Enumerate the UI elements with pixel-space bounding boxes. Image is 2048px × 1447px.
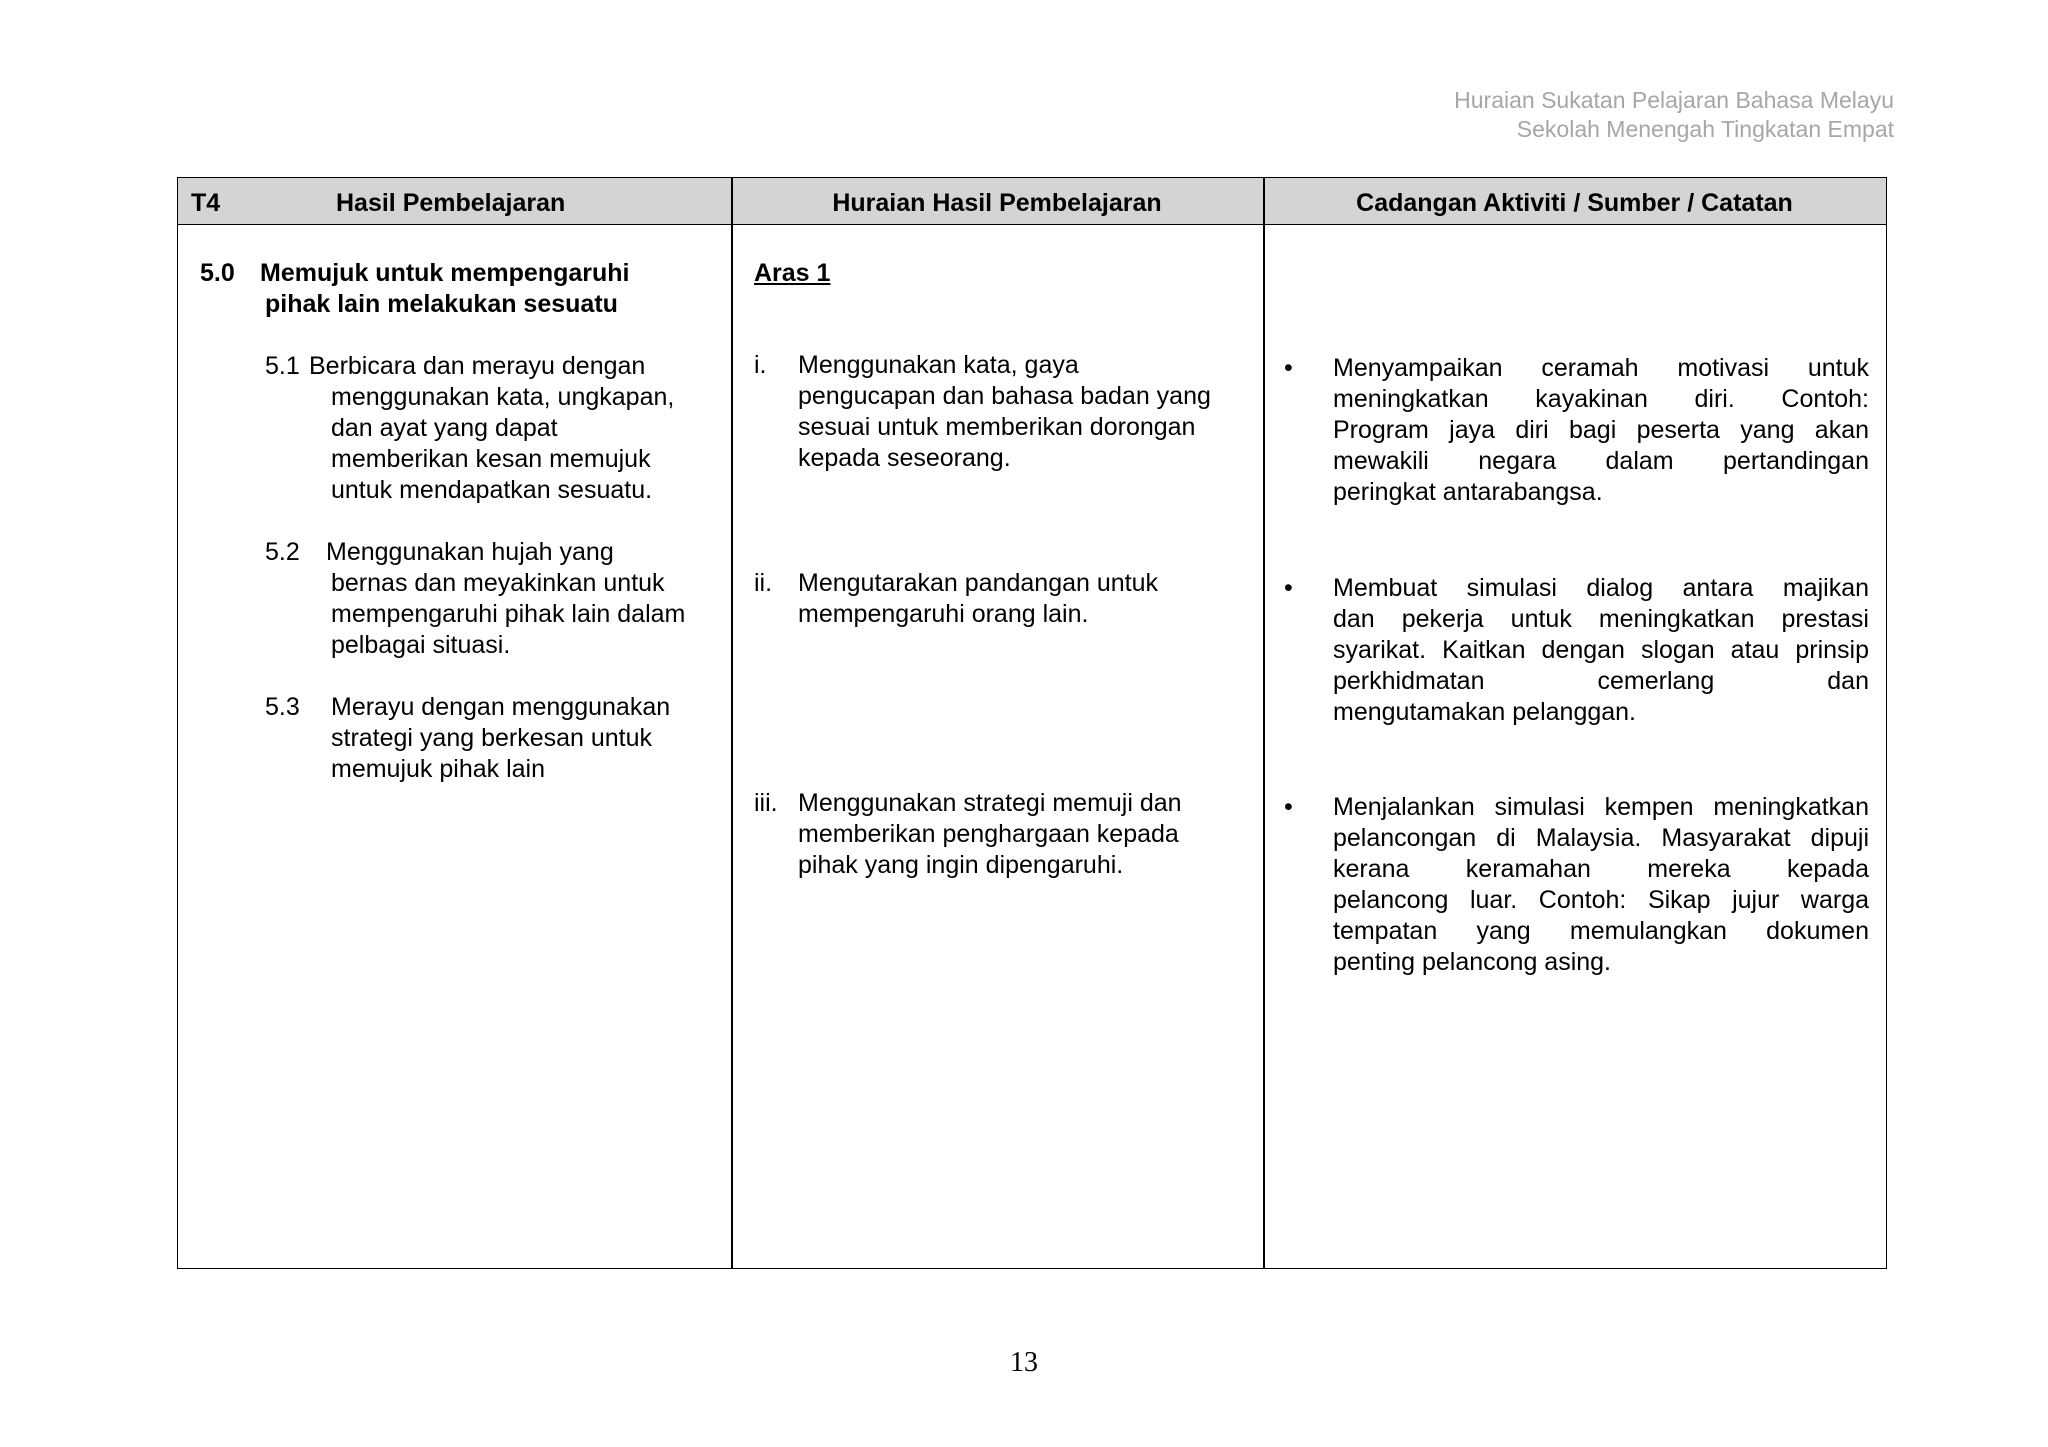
- outcome-line: untuk mendapatkan sesuatu.: [331, 476, 653, 504]
- activity-line: Menyampaikan ceramah motivasi untuk: [1333, 354, 1869, 382]
- column-header-hasil: Hasil Pembelajaran: [336, 189, 566, 217]
- outcome-line: menggunakan kata, ungkapan,: [331, 383, 675, 411]
- activity-line: perkhidmatan cemerlang dan: [1333, 667, 1869, 695]
- outcome-number: 5.2: [265, 538, 300, 566]
- activity-line: tempatan yang memulangkan dokumen: [1333, 917, 1869, 945]
- column-header-level: T4: [191, 189, 221, 217]
- activity-line: Program jaya diri bagi peserta yang akan: [1333, 416, 1869, 444]
- topic-title-line: Memujuk untuk mempengaruhi: [260, 259, 630, 287]
- activity-line: pelancongan di Malaysia. Masyarakat dipuji: [1333, 824, 1869, 852]
- table-header-row: [178, 178, 1886, 225]
- bullet-icon: •: [1284, 354, 1293, 382]
- description-line: memberikan penghargaan kepada: [798, 820, 1179, 848]
- activity-line: Menjalankan simulasi kempen meningkatkan: [1333, 793, 1869, 821]
- outcome-line: pelbagai situasi.: [331, 631, 511, 659]
- outcome-line: strategi yang berkesan untuk: [331, 724, 653, 752]
- activity-line: meningkatkan kayakinan diri. Contoh:: [1333, 385, 1869, 413]
- column-header-cadangan: Cadangan Aktiviti / Sumber / Catatan: [1356, 189, 1793, 217]
- topic-title-line: pihak lain melakukan sesuatu: [265, 290, 618, 318]
- syllabus-table: [177, 177, 1887, 1269]
- description-marker: i.: [754, 351, 767, 379]
- column-divider: [1263, 178, 1265, 1268]
- activity-line: pelancong luar. Contoh: Sikap jujur warga: [1333, 886, 1869, 914]
- bullet-icon: •: [1284, 574, 1293, 602]
- activity-line: mengutamakan pelanggan.: [1333, 698, 1637, 726]
- outcome-number: 5.1: [265, 352, 300, 380]
- outcome-line: bernas dan meyakinkan untuk: [331, 569, 665, 597]
- activity-line: peringkat antarabangsa.: [1333, 478, 1603, 506]
- column-header-huraian: Huraian Hasil Pembelajaran: [832, 189, 1162, 217]
- outcome-line: mempengaruhi pihak lain dalam: [331, 600, 686, 628]
- description-line: Menggunakan kata, gaya: [798, 351, 1079, 379]
- description-marker: iii.: [754, 789, 778, 817]
- outcome-line: memberikan kesan memujuk: [331, 445, 651, 473]
- outcome-line: Menggunakan hujah yang: [326, 538, 614, 566]
- activity-line: kerana keramahan mereka kepada: [1333, 855, 1869, 883]
- activity-line: Membuat simulasi dialog antara majikan: [1333, 574, 1869, 602]
- document-header: [1454, 86, 1894, 144]
- activity-line: dan pekerja untuk meningkatkan prestasi: [1333, 605, 1869, 633]
- activity-line: syarikat. Kaitkan dengan slogan atau prinsip: [1333, 636, 1869, 664]
- header-line-2: Sekolah Menengah Tingkatan Empat: [1516, 116, 1894, 142]
- description-line: kepada seseorang.: [798, 444, 1011, 472]
- description-marker: ii.: [754, 569, 773, 597]
- activity-line: mewakili negara dalam pertandingan: [1333, 447, 1869, 475]
- description-line: Menggunakan strategi memuji dan: [798, 789, 1182, 817]
- description-line: pihak yang ingin dipengaruhi.: [798, 851, 1124, 879]
- outcome-line: dan ayat yang dapat: [331, 414, 558, 442]
- outcome-line: memujuk pihak lain: [331, 755, 545, 783]
- description-line: Mengutarakan pandangan untuk: [798, 569, 1159, 597]
- bullet-icon: •: [1284, 793, 1293, 821]
- topic-number: 5.0: [200, 259, 235, 287]
- outcome-line: Berbicara dan merayu dengan: [309, 352, 646, 380]
- header-line-1: Huraian Sukatan Pelajaran Bahasa Melayu: [1454, 87, 1894, 113]
- activity-line: penting pelancong asing.: [1333, 948, 1612, 976]
- outcome-line: Merayu dengan menggunakan: [331, 693, 671, 721]
- column-divider: [731, 178, 733, 1268]
- description-line: mempengaruhi orang lain.: [798, 600, 1089, 628]
- level-label: Aras 1: [754, 259, 831, 287]
- description-line: sesuai untuk memberikan dorongan: [798, 413, 1196, 441]
- page-number: 13: [1010, 1347, 1038, 1378]
- description-line: pengucapan dan bahasa badan yang: [798, 382, 1211, 410]
- outcome-number: 5.3: [265, 693, 300, 721]
